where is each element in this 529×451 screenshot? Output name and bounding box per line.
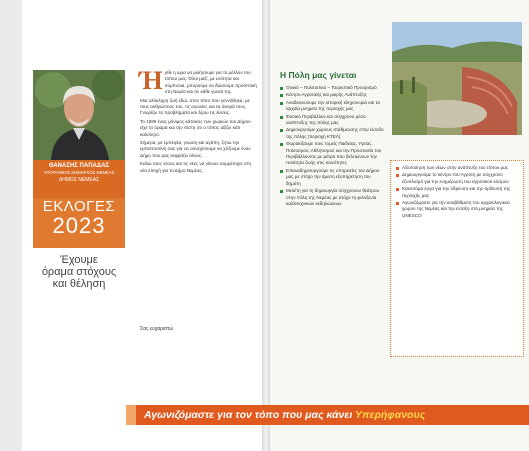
election-year: 2023 <box>52 213 106 238</box>
list-item: Οινικό – Πολιτιστικό – Τουριστικό Προορισμό <box>280 85 385 91</box>
list-item: Κέντρο Αγροτικής και μικρής Ανάπτυξης <box>280 92 385 98</box>
candidate-name: ΘΑΝΑΣΗΣ ΠΑΠΑΔΑΣ <box>48 163 110 169</box>
candidate-letter <box>139 66 258 176</box>
article-paragraph: Το 1999 ένας μόνιμος κάτοικος των χωριών του Δήμου είχε το όραμα και την πίστη ότι ο τόπος αξίζει κάτι καλύτερο. <box>140 118 251 137</box>
slogan-line-2: όραμα στόχους <box>41 266 117 278</box>
goals-list <box>280 85 385 208</box>
list-item: Δημιουργούμε χώρους στάθμευσης στην είσοδο της πόλης (περιοχή ΚΤΕΛ) <box>280 127 385 140</box>
elections-label: ΕΚΛΟΓΕΣ <box>42 198 116 215</box>
campaign-banner <box>126 405 529 425</box>
slogan-line-1: Έχουμε <box>60 254 98 266</box>
candidate-role: ΥΠΟΨΗΦΙΟΣ ΔΗΜΑΡΧΟΣ ΝΕΜΕΑΣ <box>43 170 115 175</box>
ancient-theatre-photo <box>392 22 522 135</box>
banner-highlight: Υπερήφανους <box>355 409 426 421</box>
banner-accent <box>126 405 136 425</box>
list-item: Μελέτη για τη δημιουργία σύγχρονου θεάτρου στην πόλη της Νεμέας με στόχο τη φιλοξενία καλλιτεχνικών εκδηλώσεων <box>280 188 385 207</box>
article-paragraph: Καλώ τους νέους και τις νέες να γίνουν συμμέτοχοι στη νέα εποχή για το Δήμο Νεμέας. <box>140 161 252 173</box>
left-margin-strip <box>0 0 22 451</box>
banner-text: Αγωνιζόμαστε για τον τόπο που μας κάνει <box>144 409 356 421</box>
candidate-name-block <box>33 160 125 198</box>
list-item: Αξιοποίηση των νέων στην ανάπτυξη του τόπου μας <box>396 165 520 171</box>
candidate-photo <box>33 70 125 160</box>
list-item: Αναδεικνύουμε την ιστορική κληρονομιά και τα αρχαία μνημεία της περιοχής μας <box>280 100 385 113</box>
article-paragraph: Μια ολόκληρη ζωή εδώ, στον τόπο που γεννήθηκα, με τους ανθρώπους του, τις αγωνίες και τα όνειρά τους. Γνωρίζω τα προβλήματα και ξέρω τις λύσεις. <box>140 97 250 116</box>
slogan-line-3: και θέληση <box>52 278 106 290</box>
page-gutter <box>262 0 270 451</box>
list-item: Φυσικό Περιβάλλον και σύγχρονο μέσο ανάπτυξης της πόλης μας <box>280 114 385 127</box>
list-item: Αγωνιζόμαστε για την αναβάθμιση του αρχαιολογικού χώρου της Νεμέας και την ένταξη στα μνημεία της UNESCO <box>396 200 520 219</box>
signature: Σας ευχαριστώ <box>140 326 173 332</box>
drop-cap: Ή <box>139 66 163 95</box>
campaign-slogan <box>33 254 125 290</box>
section-title: Η Πόλη μας γίνεται <box>280 70 357 80</box>
list-item: Δημιουργούμε το κέντρο του Αγρότη με σύγχρονο εξοπλισμό για την ενημέρωση του αγροτικού κόσμου <box>396 172 520 185</box>
election-block <box>33 198 125 248</box>
article-paragraph: ρθε η ώρα να μιλήσουμε για το μέλλον του τόπου μας. Όλοι μαζί, με ενότητα και σύμπνοια, μπορούμε να δώσουμε προοπτική στη Νεμέα και σε κάθε γωνιά της. <box>164 70 257 95</box>
article-paragraph: Σήμερα, με εμπειρία, γνώση και αγάπη, ζητώ την εμπιστοσύνη σας για να συνεχίσουμε να χτίζουμε έναν Δήμο που μας εκφράζει όλους. <box>140 140 251 158</box>
list-item: Θωρακίζουμε τους τομείς Παιδείας, Υγείας, Πολιτισμού, Αθλητισμού και την Προστασία του Περιβάλλοντος με μέτρα που βελτιώνουν την ποιότητα ζωής στις κοινότητες <box>280 141 385 167</box>
list-item: Καινοτόμα έργα για την ύδρευση και την άρδευση της περιοχής μας <box>396 186 520 199</box>
list-item: Επαναδημιουργούμε τις υπηρεσίες του Δήμου μας με στόχο την άμεση εξυπηρέτηση του δημότη <box>280 168 385 187</box>
highlights-list <box>396 165 520 220</box>
municipality-label: ΔΗΜΟΣ ΝΕΜΕΑΣ <box>58 177 100 183</box>
